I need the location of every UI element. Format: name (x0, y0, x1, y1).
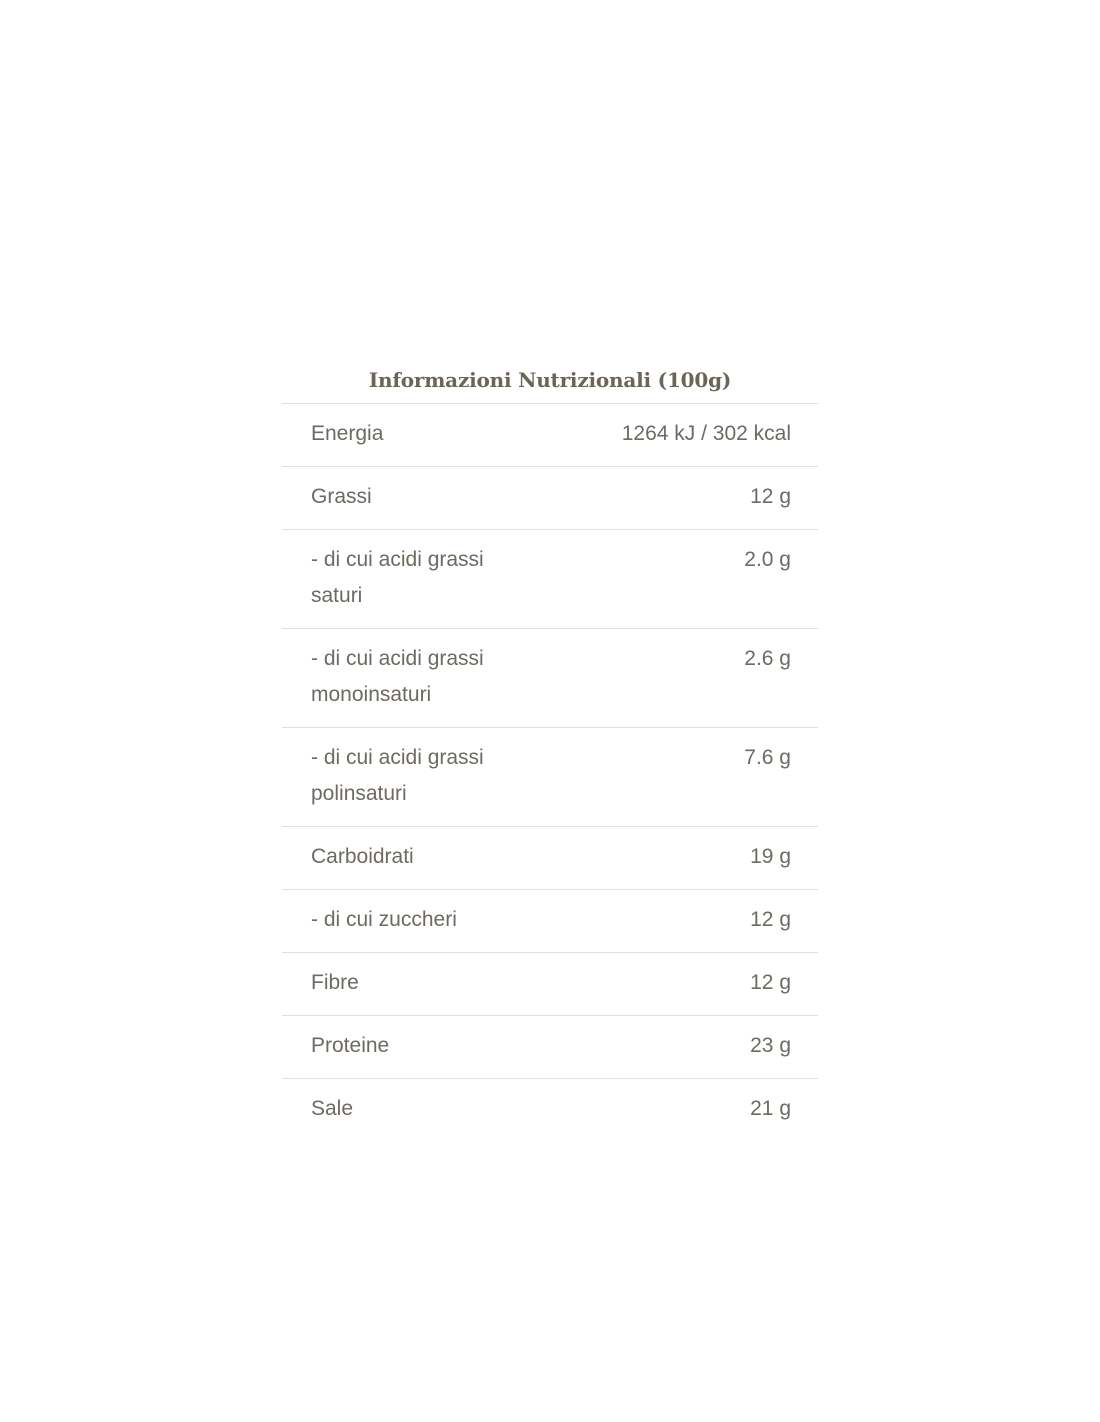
row-value: 23 g (750, 1034, 791, 1057)
nutrition-row-proteine (282, 1016, 818, 1079)
nutrition-row-saturi (282, 530, 818, 629)
nutrition-row-energia (282, 404, 818, 467)
nutrition-row-fibre (282, 953, 818, 1016)
nutrition-row-carboidrati (282, 827, 818, 890)
nutrition-panel (282, 358, 818, 1141)
row-label: Proteine (311, 1034, 390, 1057)
nutrition-table (282, 404, 818, 1141)
nutrition-row-zuccheri (282, 890, 818, 953)
row-value: 2.0 g (744, 548, 791, 571)
row-label: Grassi (311, 485, 372, 508)
row-label: - di cui acidi grassi polinsaturi (311, 746, 484, 805)
row-label: Sale (311, 1097, 354, 1120)
row-label: Fibre (311, 971, 359, 994)
row-value: 2.6 g (744, 647, 791, 670)
row-value: 1264 kJ / 302 kcal (621, 422, 791, 445)
nutrition-row-polinsaturi (282, 728, 818, 827)
row-label: - di cui acidi grassi saturi (311, 548, 484, 607)
row-value: 12 g (750, 485, 791, 508)
nutrition-title: Informazioni Nutrizionali (100g) (282, 358, 818, 404)
nutrition-row-grassi (282, 467, 818, 530)
row-label: Energia (311, 422, 384, 445)
row-value: 19 g (750, 845, 791, 868)
row-label: - di cui acidi grassi monoinsaturi (311, 647, 484, 706)
row-value: 12 g (750, 908, 791, 931)
nutrition-row-monoinsaturi (282, 629, 818, 728)
row-label: - di cui zuccheri (311, 908, 457, 931)
row-value: 21 g (750, 1097, 791, 1120)
row-label: Carboidrati (311, 845, 414, 868)
nutrition-row-sale (282, 1079, 818, 1141)
row-value: 12 g (750, 971, 791, 994)
row-value: 7.6 g (744, 746, 791, 769)
